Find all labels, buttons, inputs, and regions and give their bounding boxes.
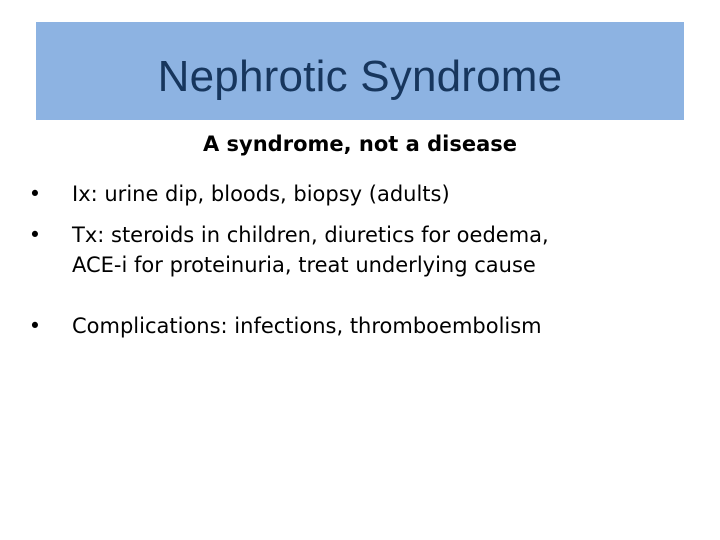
bullet-marker: • <box>28 223 42 247</box>
bullet-text <box>72 220 672 280</box>
slide-title: Nephrotic Syndrome <box>157 52 563 101</box>
bullet-marker: • <box>28 182 42 206</box>
bullet-marker: • <box>28 314 42 338</box>
slide-subtitle: A syndrome, not a disease <box>202 132 518 156</box>
bullet-line-continuation: ACE-i for proteinuria, treat underlying cause <box>72 253 536 277</box>
bullet-line: Tx: steroids in children, diuretics for oedema, <box>72 223 549 247</box>
bullet-text <box>72 311 672 341</box>
bullet-line: Ix: urine dip, bloods, biopsy (adults) <box>72 182 450 206</box>
bullet-line: Complications: infections, thromboembolism <box>72 314 542 338</box>
bullet-text <box>72 179 672 209</box>
